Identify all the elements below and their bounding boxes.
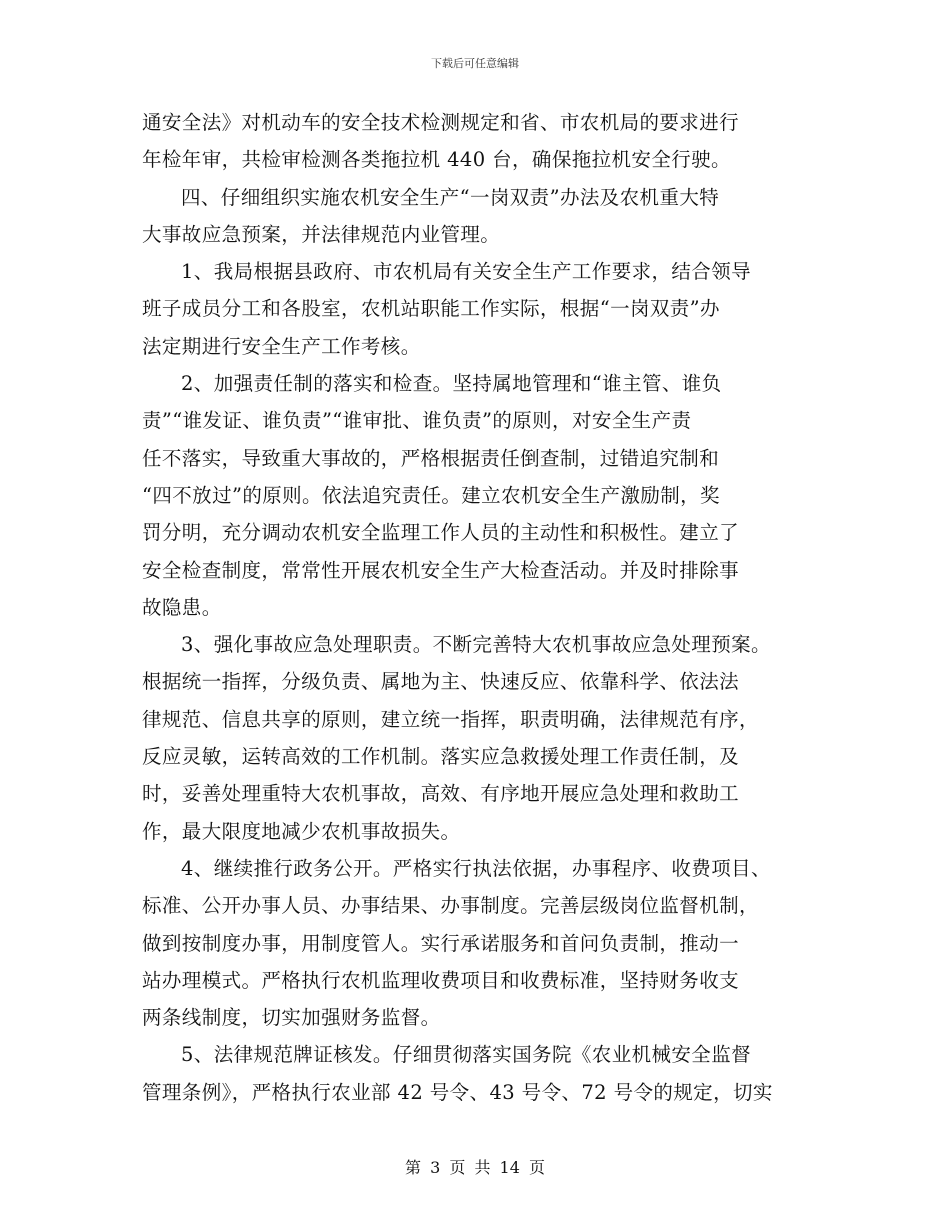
text-line: 安全检查制度，常常性开展农机安全生产大检查活动。并及时排除事 (142, 558, 740, 582)
paragraph-start-line: 4、继续推行政务公开。严格实行执法依据，办事程序、收费项目、 (181, 856, 771, 880)
text-line: 做到按制度办事，用制度管人。实行承诺服务和首问负责制，推动一 (142, 931, 740, 955)
text-line: 律规范、信息共享的原则，建立统一指挥，职责明确，法律规范有序， (142, 707, 759, 731)
text-line: 年检年审，共检审检测各类拖拉机 440 台，确保拖拉机安全行驶。 (142, 148, 731, 172)
text-line: 通安全法》对机动车的安全技术检测规定和省、市农机局的要求进行 (142, 111, 740, 134)
text-line: “四不放过”的原则。依法追究责任。建立农机安全生产激励制，奖 (142, 483, 720, 507)
text-line: 两条线制度，切实加强财务监督。 (142, 1006, 441, 1030)
text-line: 管理条例》，严格执行农业部 42 号令、43 号令、72 号令的规定，切实 (142, 1080, 773, 1104)
text-line: 故隐患。 (142, 595, 222, 619)
text-line: 反应灵敏，运转高效的工作机制。落实应急救援处理工作责任制，及 (142, 745, 740, 769)
paragraph-start-line: 2、加强责任制的落实和检查。坚持属地管理和“谁主管、谁负 (181, 372, 722, 396)
paragraph-start-line: 3、强化事故应急处理职责。不断完善特大农机事故应急处理预案。 (181, 633, 771, 657)
section-heading-line: 四、仔细组织实施农机安全生产“一岗双责”办法及农机重大特 (181, 185, 720, 209)
document-body (142, 104, 832, 1111)
text-line: 大事故应急预案，并法律规范内业管理。 (142, 222, 501, 246)
text-line: 根据统一指挥，分级负责、属地为主、快速反应、依靠科学、依法法 (142, 670, 740, 694)
text-line: 班子成员分工和各股室，农机站职能工作实际，根据“一岗双责”办 (142, 297, 720, 321)
page-header: 下载后可任意编辑 (431, 57, 519, 70)
text-line: 任不落实，导致重大事故的，严格根据责任倒查制，过错追究制和 (142, 446, 720, 470)
text-line: 法定期进行安全生产工作考核。 (142, 334, 421, 358)
paragraph-start-line: 5、法律规范牌证核发。仔细贯彻落实国务院《农业机械安全监督 (181, 1043, 752, 1067)
text-line: 罚分明，充分调动农机安全监理工作人员的主动性和积极性。建立了 (142, 521, 740, 545)
text-line: 作，最大限度地减少农机事故损失。 (142, 819, 461, 843)
text-line: 站办理模式。严格执行农机监理收费项目和收费标准，坚持财务收支 (142, 968, 740, 992)
paragraph-start-line: 1、我局根据县政府、市农机局有关安全生产工作要求，结合领导 (181, 260, 752, 284)
text-line: 时，妥善处理重特大农机事故，高效、有序地开展应急处理和救助工 (142, 782, 740, 806)
text-line: 责”“谁发证、谁负责”“谁审批、谁负责”的原则，对安全生产责 (142, 409, 692, 433)
page-number-footer: 第 3 页 共 14 页 (405, 1158, 545, 1177)
text-line: 标准、公开办事人员、办事结果、办事制度。完善层级岗位监督机制， (142, 894, 759, 918)
